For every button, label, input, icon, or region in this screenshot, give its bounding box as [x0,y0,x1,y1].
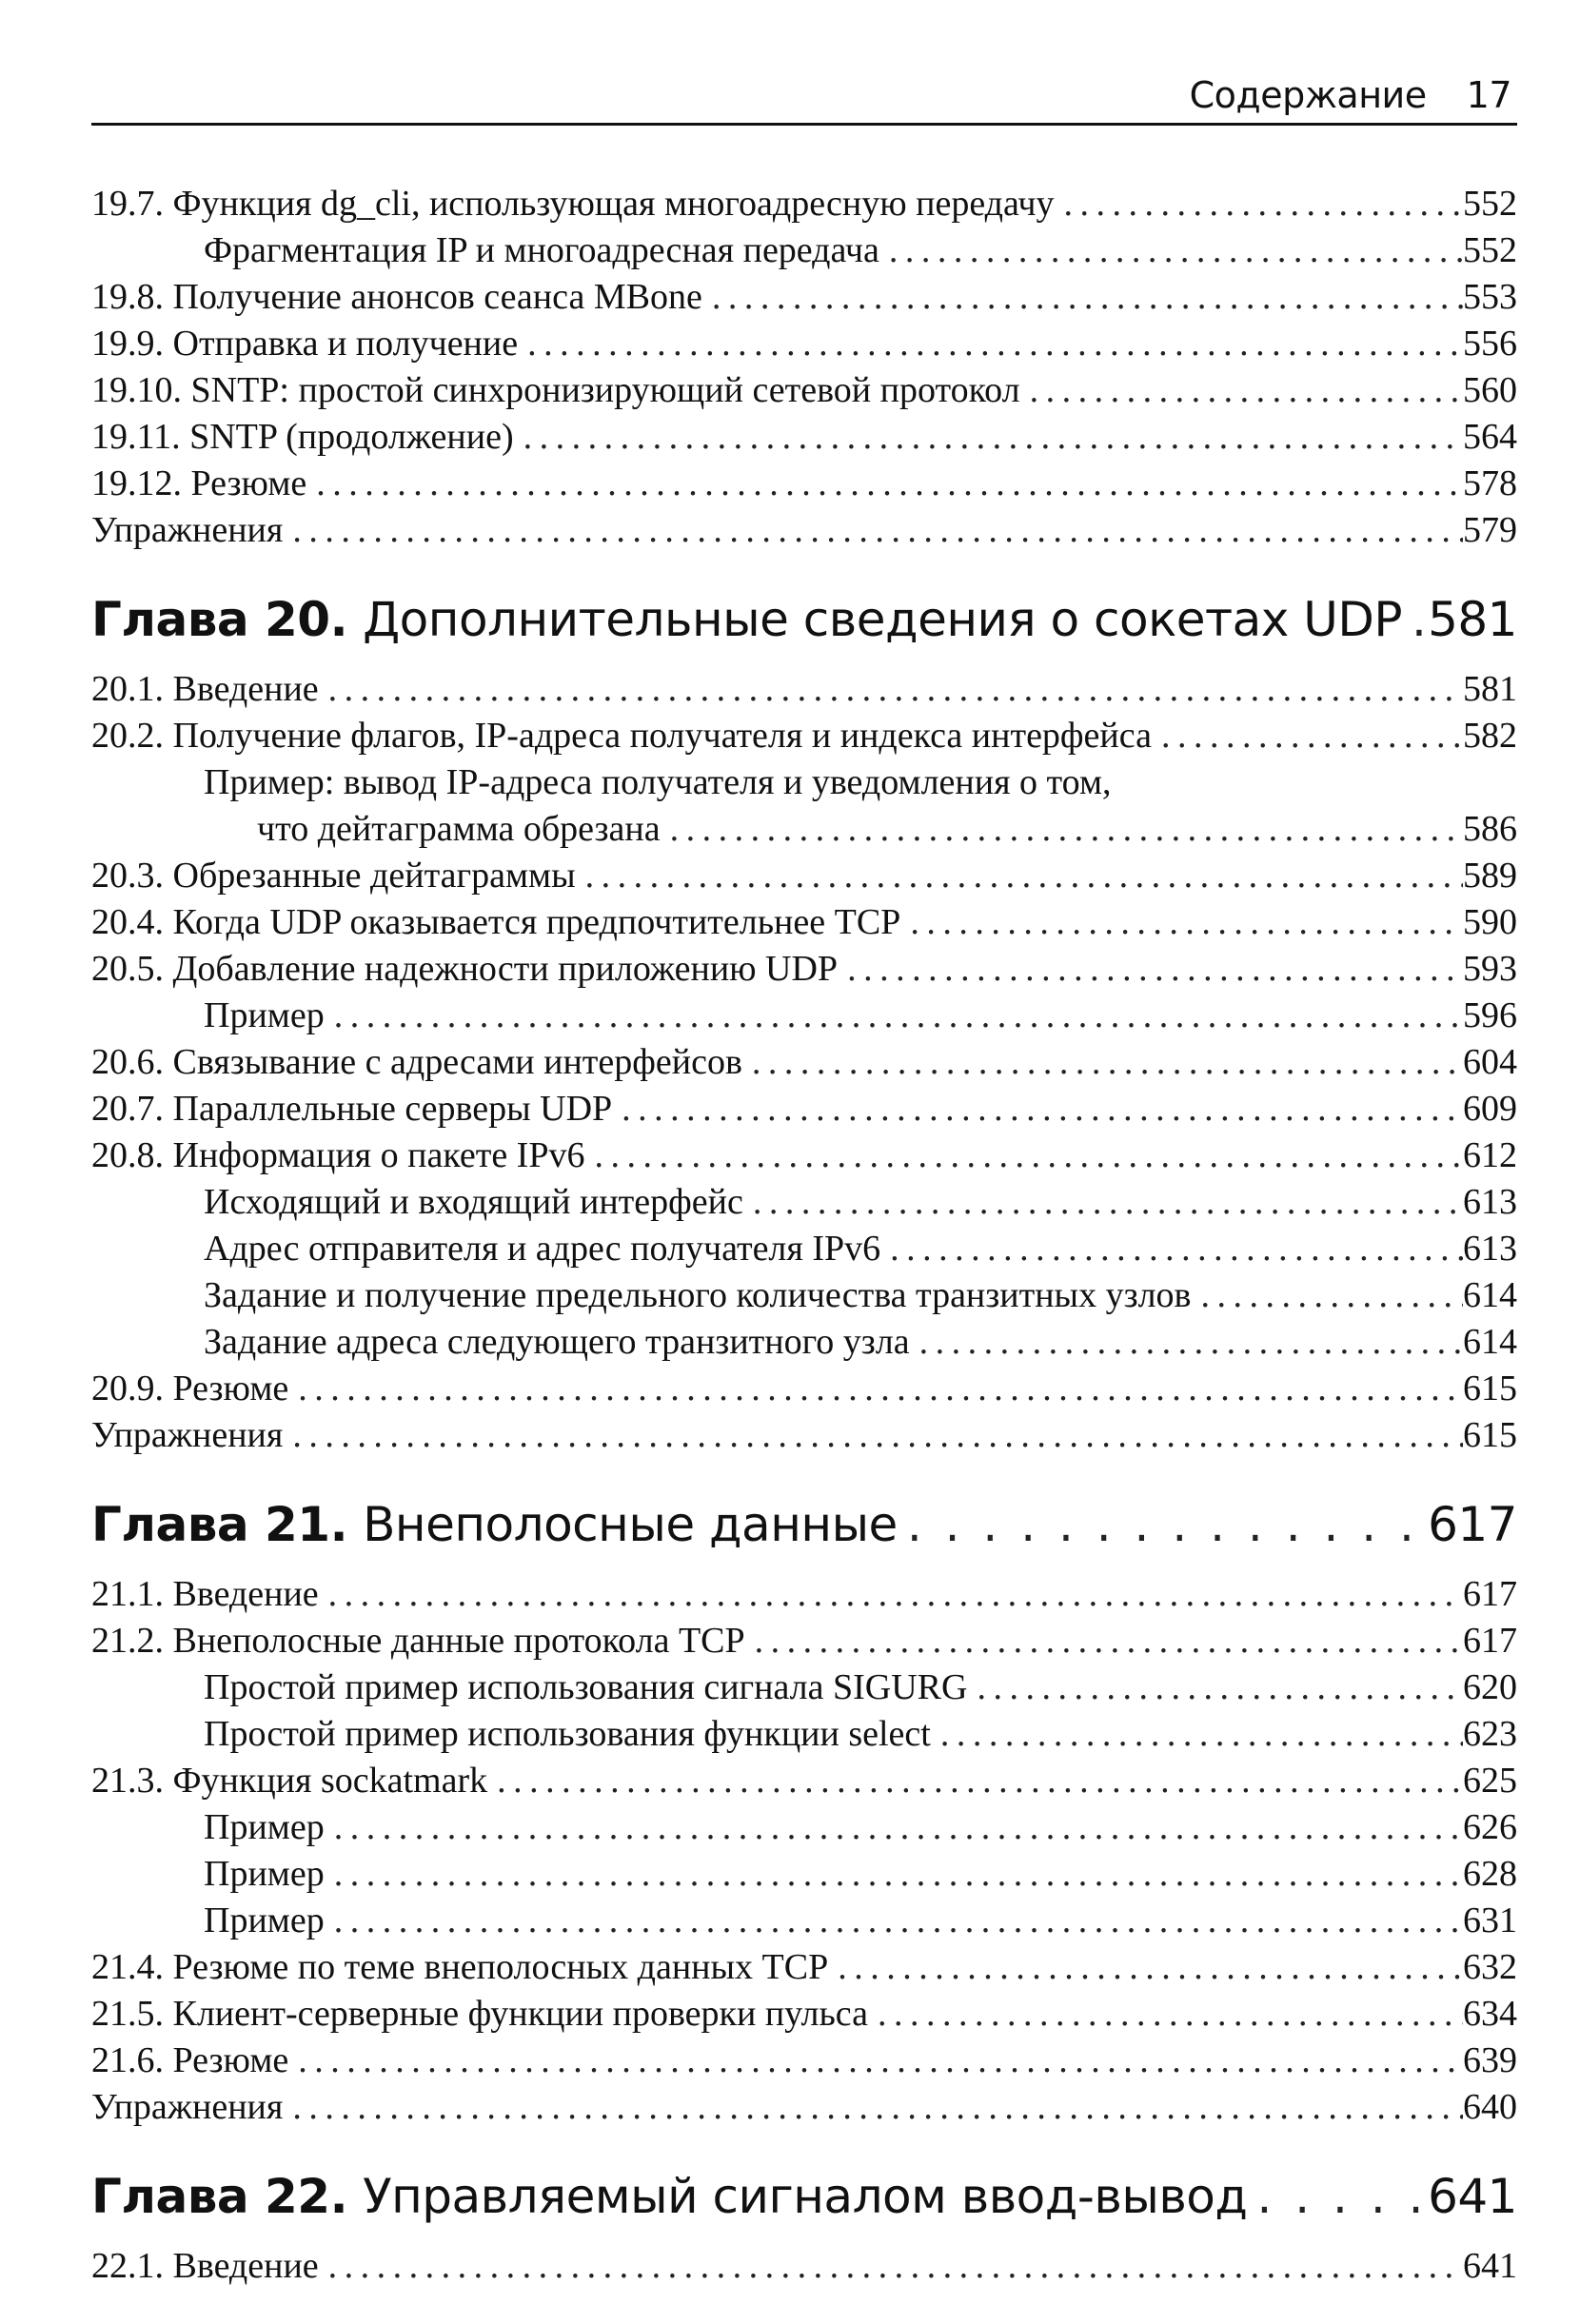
toc-page-number: 614 [1463,1275,1517,1315]
dot-leader [576,853,1463,899]
toc-entry [91,414,1517,461]
toc-page-number: 556 [1463,324,1517,364]
toc-entry-text: 19.9. Отправка и получение [91,324,519,364]
chapter-title: Управляемый сигналом ввод-вывод [363,2169,1248,2224]
chapter-page-number: 641 [1428,2169,1517,2224]
dot-leader [1020,367,1463,414]
toc-entry [91,1319,1517,1366]
toc-entry [91,946,1517,993]
dot-leader [743,1179,1463,1226]
toc-entry [91,993,1517,1039]
chapter-page-number: 617 [1428,1497,1517,1552]
toc-entry-text: 21.5. Клиент-серверные функции проверки пульса [91,1994,868,2034]
toc-entry [91,1179,1517,1226]
chapter-page-number: 581 [1428,592,1517,647]
toc-page-number: 560 [1463,370,1517,410]
toc-entry-text: 19.11. SNTP (продолжение) [91,417,514,457]
toc-entry [91,1226,1517,1272]
chapter-heading [91,1491,1517,1558]
toc-entry [91,2038,1517,2084]
dot-leader [518,321,1463,367]
chapter-label: Глава 22. [91,2169,348,2224]
toc-entry [91,1412,1517,1459]
toc-entry-text: 19.10. SNTP: простой синхронизирующий сетевой протокол [91,370,1020,410]
toc-page-number: 590 [1463,902,1517,942]
dot-leader [661,806,1463,853]
header-page-number: 17 [1466,74,1511,116]
toc-page-number: 578 [1463,463,1517,503]
toc-page-number: 586 [1463,809,1517,849]
toc-page-number: 579 [1463,510,1517,550]
toc-entry [91,1991,1517,2038]
dot-leader [325,1851,1463,1898]
toc-entry [91,1086,1517,1132]
header-rule [91,123,1517,126]
toc-entry-text: 19.7. Функция dg_cli, использующая многоадресную передачу [91,184,1055,224]
toc-entry [91,2084,1517,2131]
toc-entry-text: 20.1. Введение [91,669,319,709]
toc-entry [91,1944,1517,1991]
toc-entry-text: 20.5. Добавление надежности приложению UDP [91,949,839,989]
toc-page-number: 613 [1463,1182,1517,1222]
chapter-heading [91,586,1517,653]
dot-leader [283,1412,1463,1459]
toc-entry-text: Фрагментация IP и многоадресная передача [204,230,879,270]
toc-entry [91,1851,1517,1898]
toc-entry [91,2243,1517,2290]
toc-entry-text: Адрес отправителя и адрес получателя IPv6 [204,1229,881,1269]
toc-page-number: 553 [1463,277,1517,317]
dot-leader [283,507,1463,554]
toc-entry-text: 20.9. Резюме [91,1369,289,1408]
toc-entry-text: 20.7. Параллельные серверы UDP [91,1089,613,1129]
toc-entry [91,367,1517,414]
toc-page-number: 632 [1463,1947,1517,1987]
dot-leader [319,666,1463,713]
dot-leader [1192,1272,1463,1319]
toc-page-number: 634 [1463,1994,1517,2034]
toc-page-number: 641 [1463,2246,1517,2286]
toc-entry-text: Исходящий и входящий интерфейс [204,1182,743,1222]
toc-page-number: 614 [1463,1322,1517,1362]
dot-leader [1152,713,1463,759]
dot-leader [514,414,1463,461]
dot-leader [306,461,1463,507]
toc-entry [91,1618,1517,1664]
toc-entry [91,1039,1517,1086]
toc-entry-text: Упражнения [91,1415,284,1455]
toc-entry-text: 19.12. Резюме [91,463,307,503]
table-of-contents [91,181,1517,2290]
toc-entry-text: 20.3. Обрезанные дейтаграммы [91,856,576,896]
toc-entry-text: 21.6. Резюме [91,2040,289,2080]
toc-entry-text: Пример [204,995,325,1035]
toc-page-number: 609 [1463,1089,1517,1129]
toc-entry [91,461,1517,507]
chapter-heading [91,2163,1517,2230]
toc-entry-text: 20.4. Когда UDP оказывается предпочтительнее TCP [91,902,901,942]
toc-page-number: 631 [1463,1901,1517,1940]
toc-entry-text: 20.2. Получение флагов, IP-адреса получателя и индекса интерфейса [91,716,1152,756]
toc-entry-text: 19.8. Получение анонсов сеанса MBone [91,277,702,317]
dot-leader [931,1711,1463,1758]
dot-leader [967,1664,1463,1711]
toc-page-number: 628 [1463,1854,1517,1894]
dot-leader [910,1319,1463,1366]
toc-entry-text: Пример [204,1901,325,1940]
toc-entry [91,713,1517,759]
toc-page-number: 596 [1463,995,1517,1035]
toc-entry-text: Простой пример использования сигнала SIGURG [204,1667,968,1707]
running-header [91,67,1517,126]
toc-entry [91,1804,1517,1851]
dot-leader [1247,2163,1428,2230]
toc-page-number: 617 [1463,1621,1517,1661]
dot-leader [319,2243,1463,2290]
dot-leader [868,1991,1463,2038]
toc-entry [91,1758,1517,1804]
toc-entry-text: что дейтаграмма обрезана [257,809,661,849]
toc-page-number: 582 [1463,716,1517,756]
dot-leader [1402,586,1428,653]
dot-leader [325,1804,1463,1851]
toc-page-number: 564 [1463,417,1517,457]
dot-leader [838,946,1463,993]
dot-leader [900,899,1463,946]
toc-entry [91,181,1517,227]
dot-leader [702,274,1463,321]
toc-entry-text: Задание и получение предельного количества транзитных узлов [204,1275,1192,1315]
dot-leader [742,1039,1463,1086]
toc-entry [91,274,1517,321]
dot-leader [288,1366,1463,1412]
dot-leader [487,1758,1463,1804]
dot-leader [325,993,1463,1039]
dot-leader [612,1086,1463,1132]
toc-entry-text: Простой пример использования функции select [204,1714,931,1754]
dot-leader [283,2084,1463,2131]
toc-page-number: 626 [1463,1807,1517,1847]
toc-entry [91,1898,1517,1944]
chapter-title: Дополнительные сведения о сокетах UDP [363,592,1403,647]
toc-page-number: 620 [1463,1667,1517,1707]
toc-entry-text: 21.3. Функция sockatmark [91,1761,488,1801]
toc-page-number: 640 [1463,2087,1517,2127]
toc-entry [91,321,1517,367]
dot-leader [319,1571,1463,1618]
toc-page-number: 612 [1463,1135,1517,1175]
toc-page-number: 617 [1463,1574,1517,1614]
toc-entry [91,1272,1517,1319]
chapter-title: Внеполосные данные [363,1497,898,1552]
dot-leader [828,1944,1463,1991]
dot-leader [745,1618,1463,1664]
toc-page-number: 639 [1463,2040,1517,2080]
toc-page-number: 625 [1463,1761,1517,1801]
toc-entry-text: Пример [204,1807,325,1847]
toc-page-number: 623 [1463,1714,1517,1754]
toc-page-number: 581 [1463,669,1517,709]
toc-entry-text: Задание адреса следующего транзитного узла [204,1322,910,1362]
toc-page-number: 552 [1463,230,1517,270]
chapter-label: Глава 20. [91,592,348,647]
toc-page-number: 615 [1463,1415,1517,1455]
toc-entry-text: 21.2. Внеполосные данные протокола TCP [91,1621,745,1661]
toc-entry [91,1571,1517,1618]
toc-entry [91,1132,1517,1179]
dot-leader [1054,181,1463,227]
toc-page-number: 615 [1463,1369,1517,1408]
toc-entry [91,507,1517,554]
toc-entry-text: Упражнения [91,2087,284,2127]
toc-entry-text: Упражнения [91,510,284,550]
toc-entry [91,853,1517,899]
dot-leader [584,1132,1463,1179]
dot-leader [879,227,1463,274]
toc-entry [91,899,1517,946]
toc-page-number: 552 [1463,184,1517,224]
toc-entry [91,1366,1517,1412]
toc-entry-text: 20.8. Информация о пакете IPv6 [91,1135,585,1175]
toc-entry [91,1711,1517,1758]
dot-leader [880,1226,1463,1272]
toc-entry-text: 21.4. Резюме по теме внеполосных данных TCP [91,1947,829,1987]
toc-entry-text: 20.6. Связывание с адресами интерфейсов [91,1042,742,1082]
toc-entry-text: 21.1. Введение [91,1574,319,1614]
toc-entry [91,666,1517,713]
dot-leader [898,1491,1428,1558]
dot-leader [325,1898,1463,1944]
toc-entry-text: 22.1. Введение [91,2246,319,2286]
toc-entry [91,1664,1517,1711]
toc-entry-text: Пример [204,1854,325,1894]
toc-page-number: 604 [1463,1042,1517,1082]
toc-entry [91,806,1517,853]
toc-page-number: 589 [1463,856,1517,896]
toc-page-number: 593 [1463,949,1517,989]
dot-leader [288,2038,1463,2084]
toc-page-number: 613 [1463,1229,1517,1269]
header-title: Содержание [1189,74,1427,116]
toc-entry [91,227,1517,274]
toc-entry-text: Пример: вывод IP-адреса получателя и уведомления о том, [204,762,1112,802]
chapter-label: Глава 21. [91,1497,348,1552]
